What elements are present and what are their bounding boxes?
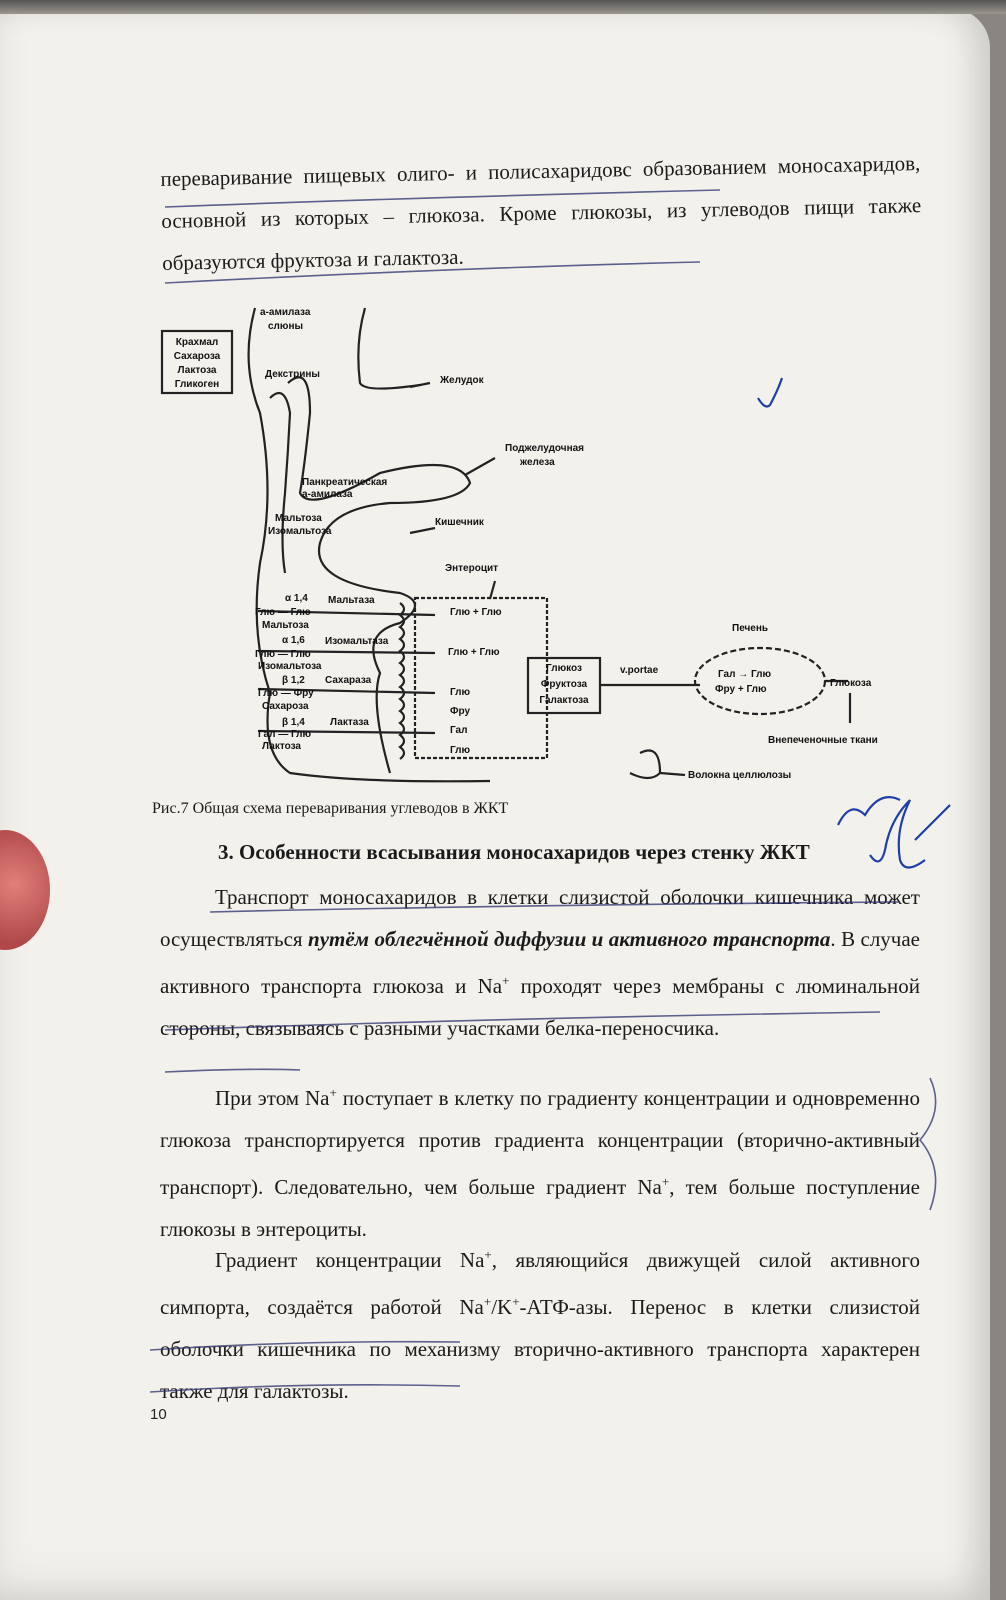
- text-run: Транспорт моносахаридов в клетки слизистой оболочки кишечника может осуществляться: [160, 885, 920, 951]
- text-run: , тем больше поступление глюкозы в энтероциты.: [160, 1175, 921, 1241]
- text-run: , являющийся движущей силой активного симпорта, создаётся работой Na: [160, 1248, 920, 1319]
- disaccharide-name: Сахароза: [262, 701, 309, 712]
- monosaccharide-item: Галактоза: [539, 695, 589, 706]
- portal-vein-label: v.portae: [620, 665, 659, 676]
- liver-label: Печень: [732, 623, 769, 634]
- section-heading: 3. Особенности всасывания моносахаридов через стенку ЖКТ: [218, 840, 810, 864]
- liver-reaction: Гал → Глю: [718, 669, 772, 680]
- bond-label: α 1,4: [285, 593, 308, 604]
- disaccharide-name: Мальтоза: [262, 620, 309, 631]
- cellulose-fibers-label: Волокна целлюлозы: [688, 770, 792, 781]
- gradient-paragraph: [160, 1072, 920, 1250]
- disaccharide-structure: Гал — Глю: [258, 729, 312, 740]
- bond-label: β 1,4: [282, 717, 305, 728]
- superscript: +: [661, 1174, 670, 1189]
- transport-paragraph: [160, 876, 920, 1049]
- photo-top-edge: [0, 0, 1006, 14]
- disaccharide-structure: Глю — Глю: [255, 607, 311, 618]
- text-run: поступает в клетку по градиенту концентрации и одновременно глюкоза транспортируется против градиента концентрации (вторично-активный транспорт). Следовательно, чем больше градиент Na: [160, 1086, 920, 1199]
- product-label: Глю + Глю: [448, 647, 500, 658]
- bond-label: β 1,2: [282, 675, 305, 686]
- isomaltose-label: Изомальтоза: [268, 526, 332, 537]
- pancreatic-amylase-label: Панкреатическая: [302, 477, 388, 488]
- pancreas-label: железа: [520, 457, 555, 468]
- product-label: Глю: [450, 745, 471, 756]
- text-run: При этом Na: [215, 1086, 330, 1110]
- figure-caption: Рис.7 Общая схема переваривания углеводов в ЖКТ: [152, 800, 509, 817]
- product-label: Глю: [450, 687, 471, 698]
- saliva-amylase-label: слюны: [268, 321, 304, 332]
- superscript: +: [483, 1294, 492, 1309]
- dextrins-label: Декстрины: [265, 369, 320, 380]
- glucose-output-label: Глюкоза: [830, 678, 872, 689]
- liver-reaction: Фру + Глю: [715, 684, 767, 695]
- atpase-paragraph: [160, 1234, 920, 1412]
- enterocyte-label: Энтероцит: [445, 563, 499, 574]
- text-run: проходят через мембраны с люминальной стороны, связываясь с разными участками белка-переносчика.: [160, 974, 920, 1040]
- product-label: Фру: [450, 706, 471, 717]
- enzyme-label: Изомальтаза: [325, 636, 389, 647]
- text-run: -АТФ-азы. Перенос в клетки слизистой оболочки кишечника по механизму вторично-активного транспорта характерен также для галактозы.: [160, 1295, 920, 1403]
- superscript: +: [484, 1247, 492, 1262]
- disaccharide-structure: Глю — Фру: [258, 688, 314, 699]
- bond-label: α 1,6: [282, 635, 305, 646]
- product-label: Глю + Глю: [450, 607, 502, 618]
- product-label: Гал: [450, 725, 468, 736]
- monosaccharide-item: Глюкоз: [546, 663, 582, 674]
- superscript: +: [512, 1294, 520, 1309]
- disaccharide-name: Лактоза: [262, 741, 301, 752]
- emphasis-text: путём облегчённой диффузии и активного транспорта: [308, 927, 831, 951]
- enzyme-label: Сахараза: [325, 675, 372, 686]
- superscript: +: [329, 1085, 337, 1100]
- page-number: 10: [150, 1406, 167, 1423]
- stomach-label: Желудок: [440, 375, 484, 386]
- intro-paragraph: [160, 142, 922, 284]
- superscript: +: [502, 973, 510, 988]
- text-run: . В случае активного транспорта глюкоза и Na: [160, 927, 920, 998]
- document-page: [0, 8, 990, 1600]
- intro-text: переваривание пищевых олиго- и полисахаридовс образованием моносахаридов, основной из которых – глюкоза. Кроме глюкозы, из углеводов пищи также образуются фруктоза и галактоза.: [160, 151, 922, 275]
- text-run: /K: [491, 1295, 513, 1319]
- pancreas-label: Поджелудочная: [505, 443, 585, 454]
- disaccharide-structure: Глю — Глю: [255, 649, 311, 660]
- disaccharide-name: Изомальтоза: [258, 661, 322, 672]
- carbohydrate-digestion-diagram: [160, 303, 920, 803]
- food-item: Лактоза: [177, 365, 217, 376]
- food-item: Крахмал: [175, 337, 219, 348]
- enzyme-label: Мальтаза: [328, 595, 375, 606]
- saliva-amylase-label: a-амилаза: [260, 307, 311, 318]
- maltose-label: Мальтоза: [275, 513, 322, 524]
- food-item: Гликоген: [174, 379, 220, 390]
- pancreatic-amylase-label: a-амилаза: [302, 489, 353, 500]
- intestine-label: Кишечник: [435, 517, 484, 528]
- enzyme-label: Лактаза: [330, 717, 369, 728]
- food-item: Сахароза: [173, 351, 221, 362]
- monosaccharide-item: Фруктоза: [540, 679, 588, 690]
- text-run: Градиент концентрации Na: [215, 1248, 485, 1272]
- extrahepatic-tissues-label: Внепеченочные ткани: [768, 735, 878, 746]
